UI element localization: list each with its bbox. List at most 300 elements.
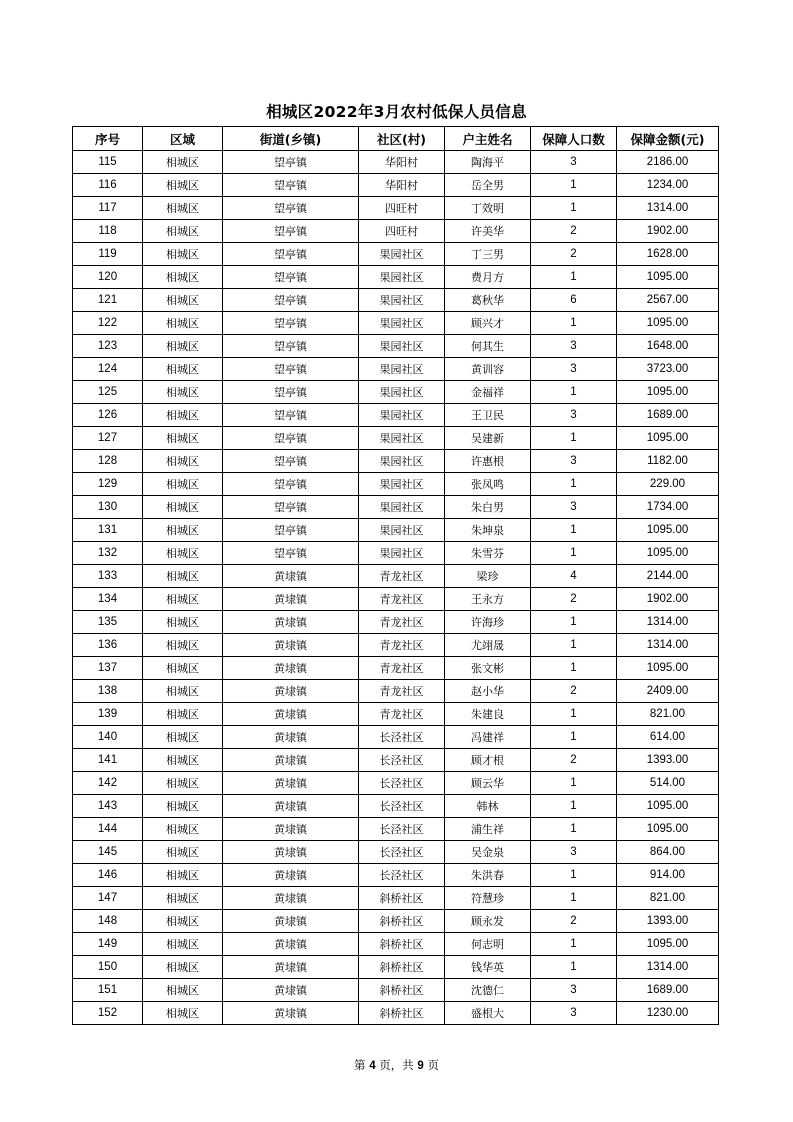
- cell-people-count: 1: [531, 427, 617, 450]
- cell-district: 相城区: [143, 381, 223, 404]
- table-row: [73, 542, 719, 565]
- cell-district: 相城区: [143, 841, 223, 864]
- cell-community: 斜桥社区: [359, 933, 445, 956]
- cell-householder: 黄训容: [445, 358, 531, 381]
- cell-street: 望亭镇: [223, 450, 359, 473]
- cell-householder: 陶海平: [445, 151, 531, 174]
- cell-district: 相城区: [143, 795, 223, 818]
- cell-street: 望亭镇: [223, 404, 359, 427]
- cell-people-count: 1: [531, 312, 617, 335]
- cell-index: 120: [73, 266, 143, 289]
- cell-amount: 1648.00: [617, 335, 719, 358]
- cell-householder: 丁效明: [445, 197, 531, 220]
- cell-amount: 1095.00: [617, 542, 719, 565]
- cell-district: 相城区: [143, 450, 223, 473]
- footer-page-number: 4: [369, 1060, 376, 1072]
- cell-people-count: 3: [531, 335, 617, 358]
- cell-people-count: 3: [531, 496, 617, 519]
- cell-householder: 顾才根: [445, 749, 531, 772]
- cell-index: 151: [73, 979, 143, 1002]
- cell-people-count: 6: [531, 289, 617, 312]
- cell-index: 121: [73, 289, 143, 312]
- cell-people-count: 1: [531, 519, 617, 542]
- cell-district: 相城区: [143, 703, 223, 726]
- cell-community: 果园社区: [359, 335, 445, 358]
- cell-community: 青龙社区: [359, 565, 445, 588]
- cell-community: 长泾社区: [359, 841, 445, 864]
- cell-community: 青龙社区: [359, 611, 445, 634]
- cell-index: 117: [73, 197, 143, 220]
- cell-index: 144: [73, 818, 143, 841]
- cell-amount: 2186.00: [617, 151, 719, 174]
- cell-index: 118: [73, 220, 143, 243]
- cell-index: 125: [73, 381, 143, 404]
- table-row: [73, 588, 719, 611]
- cell-district: 相城区: [143, 634, 223, 657]
- cell-community: 果园社区: [359, 427, 445, 450]
- footer-prefix: 第: [354, 1058, 370, 1072]
- footer-total-pages: 9: [417, 1060, 424, 1072]
- cell-householder: 顾兴才: [445, 312, 531, 335]
- cell-index: 138: [73, 680, 143, 703]
- cell-people-count: 1: [531, 266, 617, 289]
- table-row: [73, 427, 719, 450]
- cell-householder: 金福祥: [445, 381, 531, 404]
- table-row: [73, 404, 719, 427]
- cell-district: 相城区: [143, 473, 223, 496]
- cell-householder: 钱华英: [445, 956, 531, 979]
- cell-people-count: 2: [531, 588, 617, 611]
- cell-district: 相城区: [143, 174, 223, 197]
- cell-district: 相城区: [143, 519, 223, 542]
- table-row: [73, 703, 719, 726]
- cell-community: 果园社区: [359, 404, 445, 427]
- cell-amount: 1393.00: [617, 749, 719, 772]
- cell-street: 黄埭镇: [223, 864, 359, 887]
- cell-index: 140: [73, 726, 143, 749]
- cell-district: 相城区: [143, 657, 223, 680]
- header-row: [73, 127, 719, 151]
- cell-district: 相城区: [143, 680, 223, 703]
- cell-people-count: 2: [531, 749, 617, 772]
- cell-householder: 盛根大: [445, 1002, 531, 1025]
- cell-index: 129: [73, 473, 143, 496]
- table-row: [73, 887, 719, 910]
- cell-amount: 1095.00: [617, 312, 719, 335]
- cell-amount: 1689.00: [617, 404, 719, 427]
- cell-street: 望亭镇: [223, 381, 359, 404]
- cell-people-count: 1: [531, 772, 617, 795]
- cell-amount: 1689.00: [617, 979, 719, 1002]
- cell-people-count: 2: [531, 680, 617, 703]
- cell-index: 135: [73, 611, 143, 634]
- cell-householder: 何志明: [445, 933, 531, 956]
- table-row: [73, 795, 719, 818]
- cell-community: 青龙社区: [359, 634, 445, 657]
- cell-amount: 1182.00: [617, 450, 719, 473]
- table-row: [73, 312, 719, 335]
- cell-people-count: 1: [531, 197, 617, 220]
- cell-community: 果园社区: [359, 450, 445, 473]
- cell-amount: 1734.00: [617, 496, 719, 519]
- cell-district: 相城区: [143, 335, 223, 358]
- cell-index: 115: [73, 151, 143, 174]
- cell-index: 137: [73, 657, 143, 680]
- cell-district: 相城区: [143, 197, 223, 220]
- table-row: [73, 749, 719, 772]
- cell-householder: 许惠根: [445, 450, 531, 473]
- cell-people-count: 1: [531, 887, 617, 910]
- cell-community: 果园社区: [359, 519, 445, 542]
- cell-index: 126: [73, 404, 143, 427]
- cell-district: 相城区: [143, 312, 223, 335]
- cell-householder: 韩林: [445, 795, 531, 818]
- cell-amount: 514.00: [617, 772, 719, 795]
- cell-people-count: 1: [531, 726, 617, 749]
- cell-amount: 1234.00: [617, 174, 719, 197]
- cell-street: 黄埭镇: [223, 726, 359, 749]
- column-header-district: 区域: [143, 127, 223, 151]
- cell-district: 相城区: [143, 358, 223, 381]
- footer-suffix: 页: [423, 1058, 439, 1072]
- cell-amount: 1902.00: [617, 220, 719, 243]
- cell-district: 相城区: [143, 726, 223, 749]
- table-row: [73, 358, 719, 381]
- cell-amount: 914.00: [617, 864, 719, 887]
- cell-amount: 821.00: [617, 887, 719, 910]
- column-header-street: 街道(乡镇): [223, 127, 359, 151]
- cell-amount: 1095.00: [617, 818, 719, 841]
- cell-community: 长泾社区: [359, 795, 445, 818]
- column-header-index: 序号: [73, 127, 143, 151]
- cell-street: 黄埭镇: [223, 956, 359, 979]
- table-row: [73, 657, 719, 680]
- table-row: [73, 174, 719, 197]
- cell-index: 132: [73, 542, 143, 565]
- cell-district: 相城区: [143, 289, 223, 312]
- cell-district: 相城区: [143, 588, 223, 611]
- cell-district: 相城区: [143, 266, 223, 289]
- cell-householder: 朱洪春: [445, 864, 531, 887]
- cell-street: 黄埭镇: [223, 772, 359, 795]
- cell-householder: 顾永发: [445, 910, 531, 933]
- cell-community: 果园社区: [359, 496, 445, 519]
- cell-householder: 何其生: [445, 335, 531, 358]
- cell-people-count: 1: [531, 864, 617, 887]
- cell-people-count: 3: [531, 841, 617, 864]
- table-row: [73, 864, 719, 887]
- cell-community: 长泾社区: [359, 749, 445, 772]
- cell-amount: 1095.00: [617, 381, 719, 404]
- cell-street: 黄埭镇: [223, 588, 359, 611]
- cell-district: 相城区: [143, 427, 223, 450]
- cell-index: 150: [73, 956, 143, 979]
- cell-amount: 1095.00: [617, 427, 719, 450]
- cell-community: 四旺村: [359, 197, 445, 220]
- cell-street: 黄埭镇: [223, 887, 359, 910]
- cell-community: 果园社区: [359, 542, 445, 565]
- cell-index: 142: [73, 772, 143, 795]
- cell-district: 相城区: [143, 864, 223, 887]
- cell-district: 相城区: [143, 910, 223, 933]
- cell-street: 望亭镇: [223, 220, 359, 243]
- cell-district: 相城区: [143, 772, 223, 795]
- cell-people-count: 3: [531, 404, 617, 427]
- cell-street: 黄埭镇: [223, 910, 359, 933]
- cell-community: 长泾社区: [359, 772, 445, 795]
- cell-district: 相城区: [143, 979, 223, 1002]
- cell-street: 望亭镇: [223, 174, 359, 197]
- cell-amount: 2409.00: [617, 680, 719, 703]
- table-row: [73, 151, 719, 174]
- cell-street: 望亭镇: [223, 312, 359, 335]
- cell-community: 青龙社区: [359, 657, 445, 680]
- cell-amount: 1095.00: [617, 519, 719, 542]
- cell-amount: 1230.00: [617, 1002, 719, 1025]
- column-header-householder: 户主姓名: [445, 127, 531, 151]
- cell-people-count: 1: [531, 933, 617, 956]
- cell-amount: 864.00: [617, 841, 719, 864]
- cell-street: 黄埭镇: [223, 933, 359, 956]
- cell-householder: 葛秋华: [445, 289, 531, 312]
- cell-district: 相城区: [143, 611, 223, 634]
- cell-community: 长泾社区: [359, 726, 445, 749]
- table-row: [73, 496, 719, 519]
- table-row: [73, 680, 719, 703]
- cell-people-count: 1: [531, 542, 617, 565]
- cell-householder: 朱白男: [445, 496, 531, 519]
- table-row: [73, 381, 719, 404]
- cell-index: 134: [73, 588, 143, 611]
- cell-people-count: 1: [531, 611, 617, 634]
- cell-district: 相城区: [143, 496, 223, 519]
- cell-householder: 王卫民: [445, 404, 531, 427]
- cell-index: 119: [73, 243, 143, 266]
- cell-amount: 1314.00: [617, 611, 719, 634]
- table-row: [73, 910, 719, 933]
- cell-amount: 1393.00: [617, 910, 719, 933]
- cell-index: 139: [73, 703, 143, 726]
- table-row: [73, 818, 719, 841]
- cell-district: 相城区: [143, 565, 223, 588]
- cell-index: 123: [73, 335, 143, 358]
- cell-street: 望亭镇: [223, 473, 359, 496]
- cell-householder: 费月方: [445, 266, 531, 289]
- cell-index: 147: [73, 887, 143, 910]
- cell-people-count: 1: [531, 634, 617, 657]
- cell-amount: 1314.00: [617, 197, 719, 220]
- cell-community: 华阳村: [359, 174, 445, 197]
- cell-people-count: 3: [531, 450, 617, 473]
- cell-index: 133: [73, 565, 143, 588]
- data-table: [72, 126, 719, 1025]
- cell-community: 果园社区: [359, 289, 445, 312]
- cell-people-count: 3: [531, 979, 617, 1002]
- cell-index: 143: [73, 795, 143, 818]
- cell-street: 望亭镇: [223, 542, 359, 565]
- cell-amount: 2144.00: [617, 565, 719, 588]
- cell-householder: 许海珍: [445, 611, 531, 634]
- table-row: [73, 933, 719, 956]
- table-row: [73, 956, 719, 979]
- cell-street: 望亭镇: [223, 335, 359, 358]
- cell-district: 相城区: [143, 818, 223, 841]
- table-row: [73, 266, 719, 289]
- table-body: [73, 151, 719, 1025]
- cell-street: 黄埭镇: [223, 818, 359, 841]
- cell-people-count: 1: [531, 381, 617, 404]
- cell-community: 斜桥社区: [359, 910, 445, 933]
- cell-index: 145: [73, 841, 143, 864]
- cell-people-count: 2: [531, 243, 617, 266]
- cell-people-count: 1: [531, 818, 617, 841]
- cell-amount: 1095.00: [617, 657, 719, 680]
- cell-street: 黄埭镇: [223, 795, 359, 818]
- cell-street: 黄埭镇: [223, 841, 359, 864]
- cell-district: 相城区: [143, 956, 223, 979]
- cell-index: 131: [73, 519, 143, 542]
- table-row: [73, 1002, 719, 1025]
- cell-amount: 1314.00: [617, 956, 719, 979]
- cell-index: 130: [73, 496, 143, 519]
- column-header-amount: 保障金额(元): [617, 127, 719, 151]
- cell-amount: 229.00: [617, 473, 719, 496]
- cell-district: 相城区: [143, 404, 223, 427]
- cell-amount: 1095.00: [617, 933, 719, 956]
- page-title: 相城区2022年3月农村低保人员信息: [266, 103, 527, 121]
- cell-street: 黄埭镇: [223, 749, 359, 772]
- table-row: [73, 197, 719, 220]
- cell-community: 长泾社区: [359, 864, 445, 887]
- cell-community: 斜桥社区: [359, 887, 445, 910]
- cell-community: 斜桥社区: [359, 1002, 445, 1025]
- cell-amount: 3723.00: [617, 358, 719, 381]
- cell-people-count: 1: [531, 657, 617, 680]
- cell-community: 斜桥社区: [359, 956, 445, 979]
- cell-people-count: 1: [531, 174, 617, 197]
- cell-people-count: 3: [531, 151, 617, 174]
- cell-amount: 1314.00: [617, 634, 719, 657]
- cell-street: 望亭镇: [223, 289, 359, 312]
- cell-street: 黄埭镇: [223, 565, 359, 588]
- cell-householder: 吴金泉: [445, 841, 531, 864]
- table-row: [73, 289, 719, 312]
- cell-people-count: 1: [531, 956, 617, 979]
- cell-index: 136: [73, 634, 143, 657]
- cell-street: 黄埭镇: [223, 680, 359, 703]
- cell-amount: 614.00: [617, 726, 719, 749]
- column-header-people-count: 保障人口数: [531, 127, 617, 151]
- footer-middle: 页，共: [375, 1058, 418, 1072]
- cell-street: 黄埭镇: [223, 979, 359, 1002]
- cell-people-count: 4: [531, 565, 617, 588]
- cell-people-count: 3: [531, 358, 617, 381]
- table-row: [73, 611, 719, 634]
- cell-district: 相城区: [143, 542, 223, 565]
- table-row: [73, 634, 719, 657]
- cell-householder: 许美华: [445, 220, 531, 243]
- cell-community: 果园社区: [359, 381, 445, 404]
- cell-people-count: 2: [531, 220, 617, 243]
- cell-street: 黄埭镇: [223, 634, 359, 657]
- cell-people-count: 2: [531, 910, 617, 933]
- cell-community: 青龙社区: [359, 680, 445, 703]
- table-row: [73, 979, 719, 1002]
- cell-householder: 张凤鸣: [445, 473, 531, 496]
- cell-index: 124: [73, 358, 143, 381]
- cell-district: 相城区: [143, 220, 223, 243]
- cell-amount: 2567.00: [617, 289, 719, 312]
- cell-amount: 1902.00: [617, 588, 719, 611]
- cell-amount: 1628.00: [617, 243, 719, 266]
- cell-householder: 丁三男: [445, 243, 531, 266]
- cell-index: 152: [73, 1002, 143, 1025]
- column-header-community: 社区(村): [359, 127, 445, 151]
- cell-index: 128: [73, 450, 143, 473]
- cell-householder: 浦生祥: [445, 818, 531, 841]
- cell-community: 青龙社区: [359, 703, 445, 726]
- cell-householder: 顾云华: [445, 772, 531, 795]
- cell-people-count: 1: [531, 795, 617, 818]
- cell-householder: 朱雪芬: [445, 542, 531, 565]
- cell-index: 127: [73, 427, 143, 450]
- cell-district: 相城区: [143, 749, 223, 772]
- cell-street: 望亭镇: [223, 519, 359, 542]
- table-row: [73, 450, 719, 473]
- cell-householder: 梁珍: [445, 565, 531, 588]
- cell-community: 果园社区: [359, 358, 445, 381]
- table-row: [73, 726, 719, 749]
- cell-district: 相城区: [143, 243, 223, 266]
- table-row: [73, 473, 719, 496]
- cell-street: 望亭镇: [223, 243, 359, 266]
- cell-householder: 冯建祥: [445, 726, 531, 749]
- table-row: [73, 243, 719, 266]
- cell-householder: 符慧珍: [445, 887, 531, 910]
- cell-amount: 821.00: [617, 703, 719, 726]
- cell-householder: 张文彬: [445, 657, 531, 680]
- cell-people-count: 3: [531, 1002, 617, 1025]
- cell-street: 黄埭镇: [223, 703, 359, 726]
- cell-street: 望亭镇: [223, 358, 359, 381]
- cell-community: 果园社区: [359, 243, 445, 266]
- cell-householder: 赵小华: [445, 680, 531, 703]
- table-row: [73, 772, 719, 795]
- table-row: [73, 335, 719, 358]
- page-footer: [0, 1057, 793, 1073]
- cell-street: 望亭镇: [223, 197, 359, 220]
- cell-district: 相城区: [143, 1002, 223, 1025]
- table-row: [73, 841, 719, 864]
- cell-index: 116: [73, 174, 143, 197]
- table-row: [73, 220, 719, 243]
- table-row: [73, 519, 719, 542]
- cell-community: 果园社区: [359, 473, 445, 496]
- cell-householder: 朱坤泉: [445, 519, 531, 542]
- cell-district: 相城区: [143, 887, 223, 910]
- cell-people-count: 1: [531, 473, 617, 496]
- cell-street: 望亭镇: [223, 266, 359, 289]
- cell-amount: 1095.00: [617, 266, 719, 289]
- cell-householder: 尤翊晟: [445, 634, 531, 657]
- cell-householder: 朱建良: [445, 703, 531, 726]
- cell-street: 黄埭镇: [223, 611, 359, 634]
- cell-people-count: 1: [531, 703, 617, 726]
- cell-street: 望亭镇: [223, 496, 359, 519]
- table-row: [73, 565, 719, 588]
- cell-index: 141: [73, 749, 143, 772]
- cell-district: 相城区: [143, 933, 223, 956]
